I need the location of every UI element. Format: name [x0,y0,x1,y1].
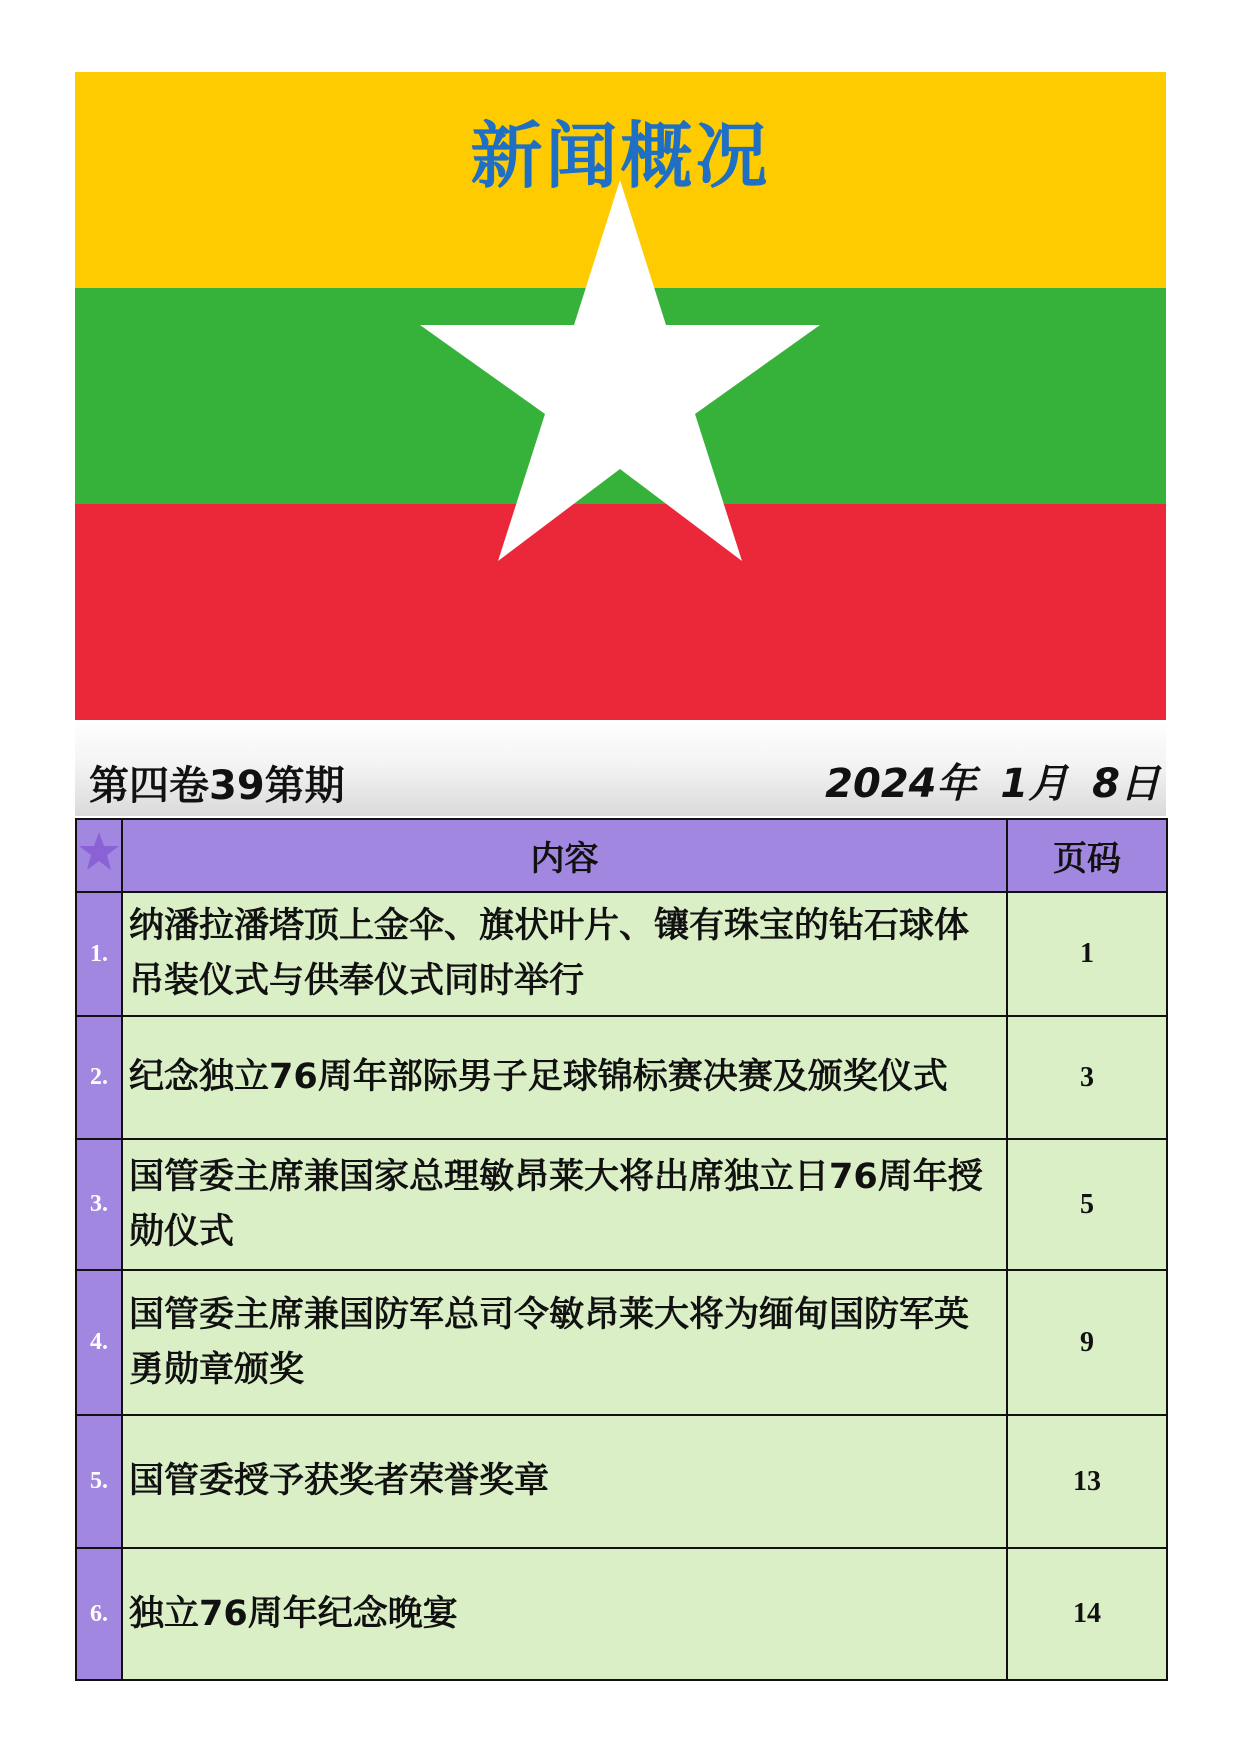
table-row[interactable] [76,1548,1167,1680]
table-row[interactable] [76,1139,1167,1270]
toc-row-title[interactable]: 国管委主席兼国防军总司令敏昂莱大将为缅甸国防军英勇勋章颁奖 [122,1270,1007,1415]
table-row[interactable] [76,1016,1167,1139]
issue-volume: 第四卷39第期 [89,763,345,809]
toc-row-title[interactable]: 独立76周年纪念晚宴 [122,1548,1007,1680]
toc-row-title[interactable]: 国管委主席兼国家总理敏昂莱大将出席独立日76周年授勋仪式 [122,1139,1007,1270]
toc-star-header [76,819,122,892]
table-row[interactable] [76,892,1167,1016]
toc-row-number: 2. [76,1016,122,1139]
toc-row-number: 5. [76,1415,122,1548]
toc-row-number: 4. [76,1270,122,1415]
toc-row-page: 5 [1007,1139,1167,1270]
toc-column-page: 页码 [1007,819,1167,892]
table-of-contents [75,818,1168,1681]
flag-banner [75,72,1166,720]
toc-row-title[interactable]: 纪念独立76周年部际男子足球锦标赛决赛及颁奖仪式 [122,1016,1007,1139]
toc-row-page: 13 [1007,1415,1167,1548]
toc-row-title[interactable]: 纳潘拉潘塔顶上金伞、旗状叶片、镶有珠宝的钻石球体吊装仪式与供奉仪式同时举行 [122,892,1007,1016]
toc-row-number: 3. [76,1139,122,1270]
table-row[interactable] [76,1415,1167,1548]
toc-column-content: 内容 [122,819,1007,892]
toc-row-number: 6. [76,1548,122,1680]
issue-bar [75,720,1166,816]
page-title: 新闻概况 [470,114,771,198]
toc-row-page: 1 [1007,892,1167,1016]
star-icon [77,829,121,873]
table-row[interactable] [76,1270,1167,1415]
toc-row-title[interactable]: 国管委授予获奖者荣誉奖章 [122,1415,1007,1548]
toc-row-number: 1. [76,892,122,1016]
toc-row-page: 14 [1007,1548,1167,1680]
toc-header-row [76,819,1167,892]
toc-row-page: 9 [1007,1270,1167,1415]
issue-date: 2024年 1月 8日 [825,761,1160,807]
toc-row-page: 3 [1007,1016,1167,1139]
